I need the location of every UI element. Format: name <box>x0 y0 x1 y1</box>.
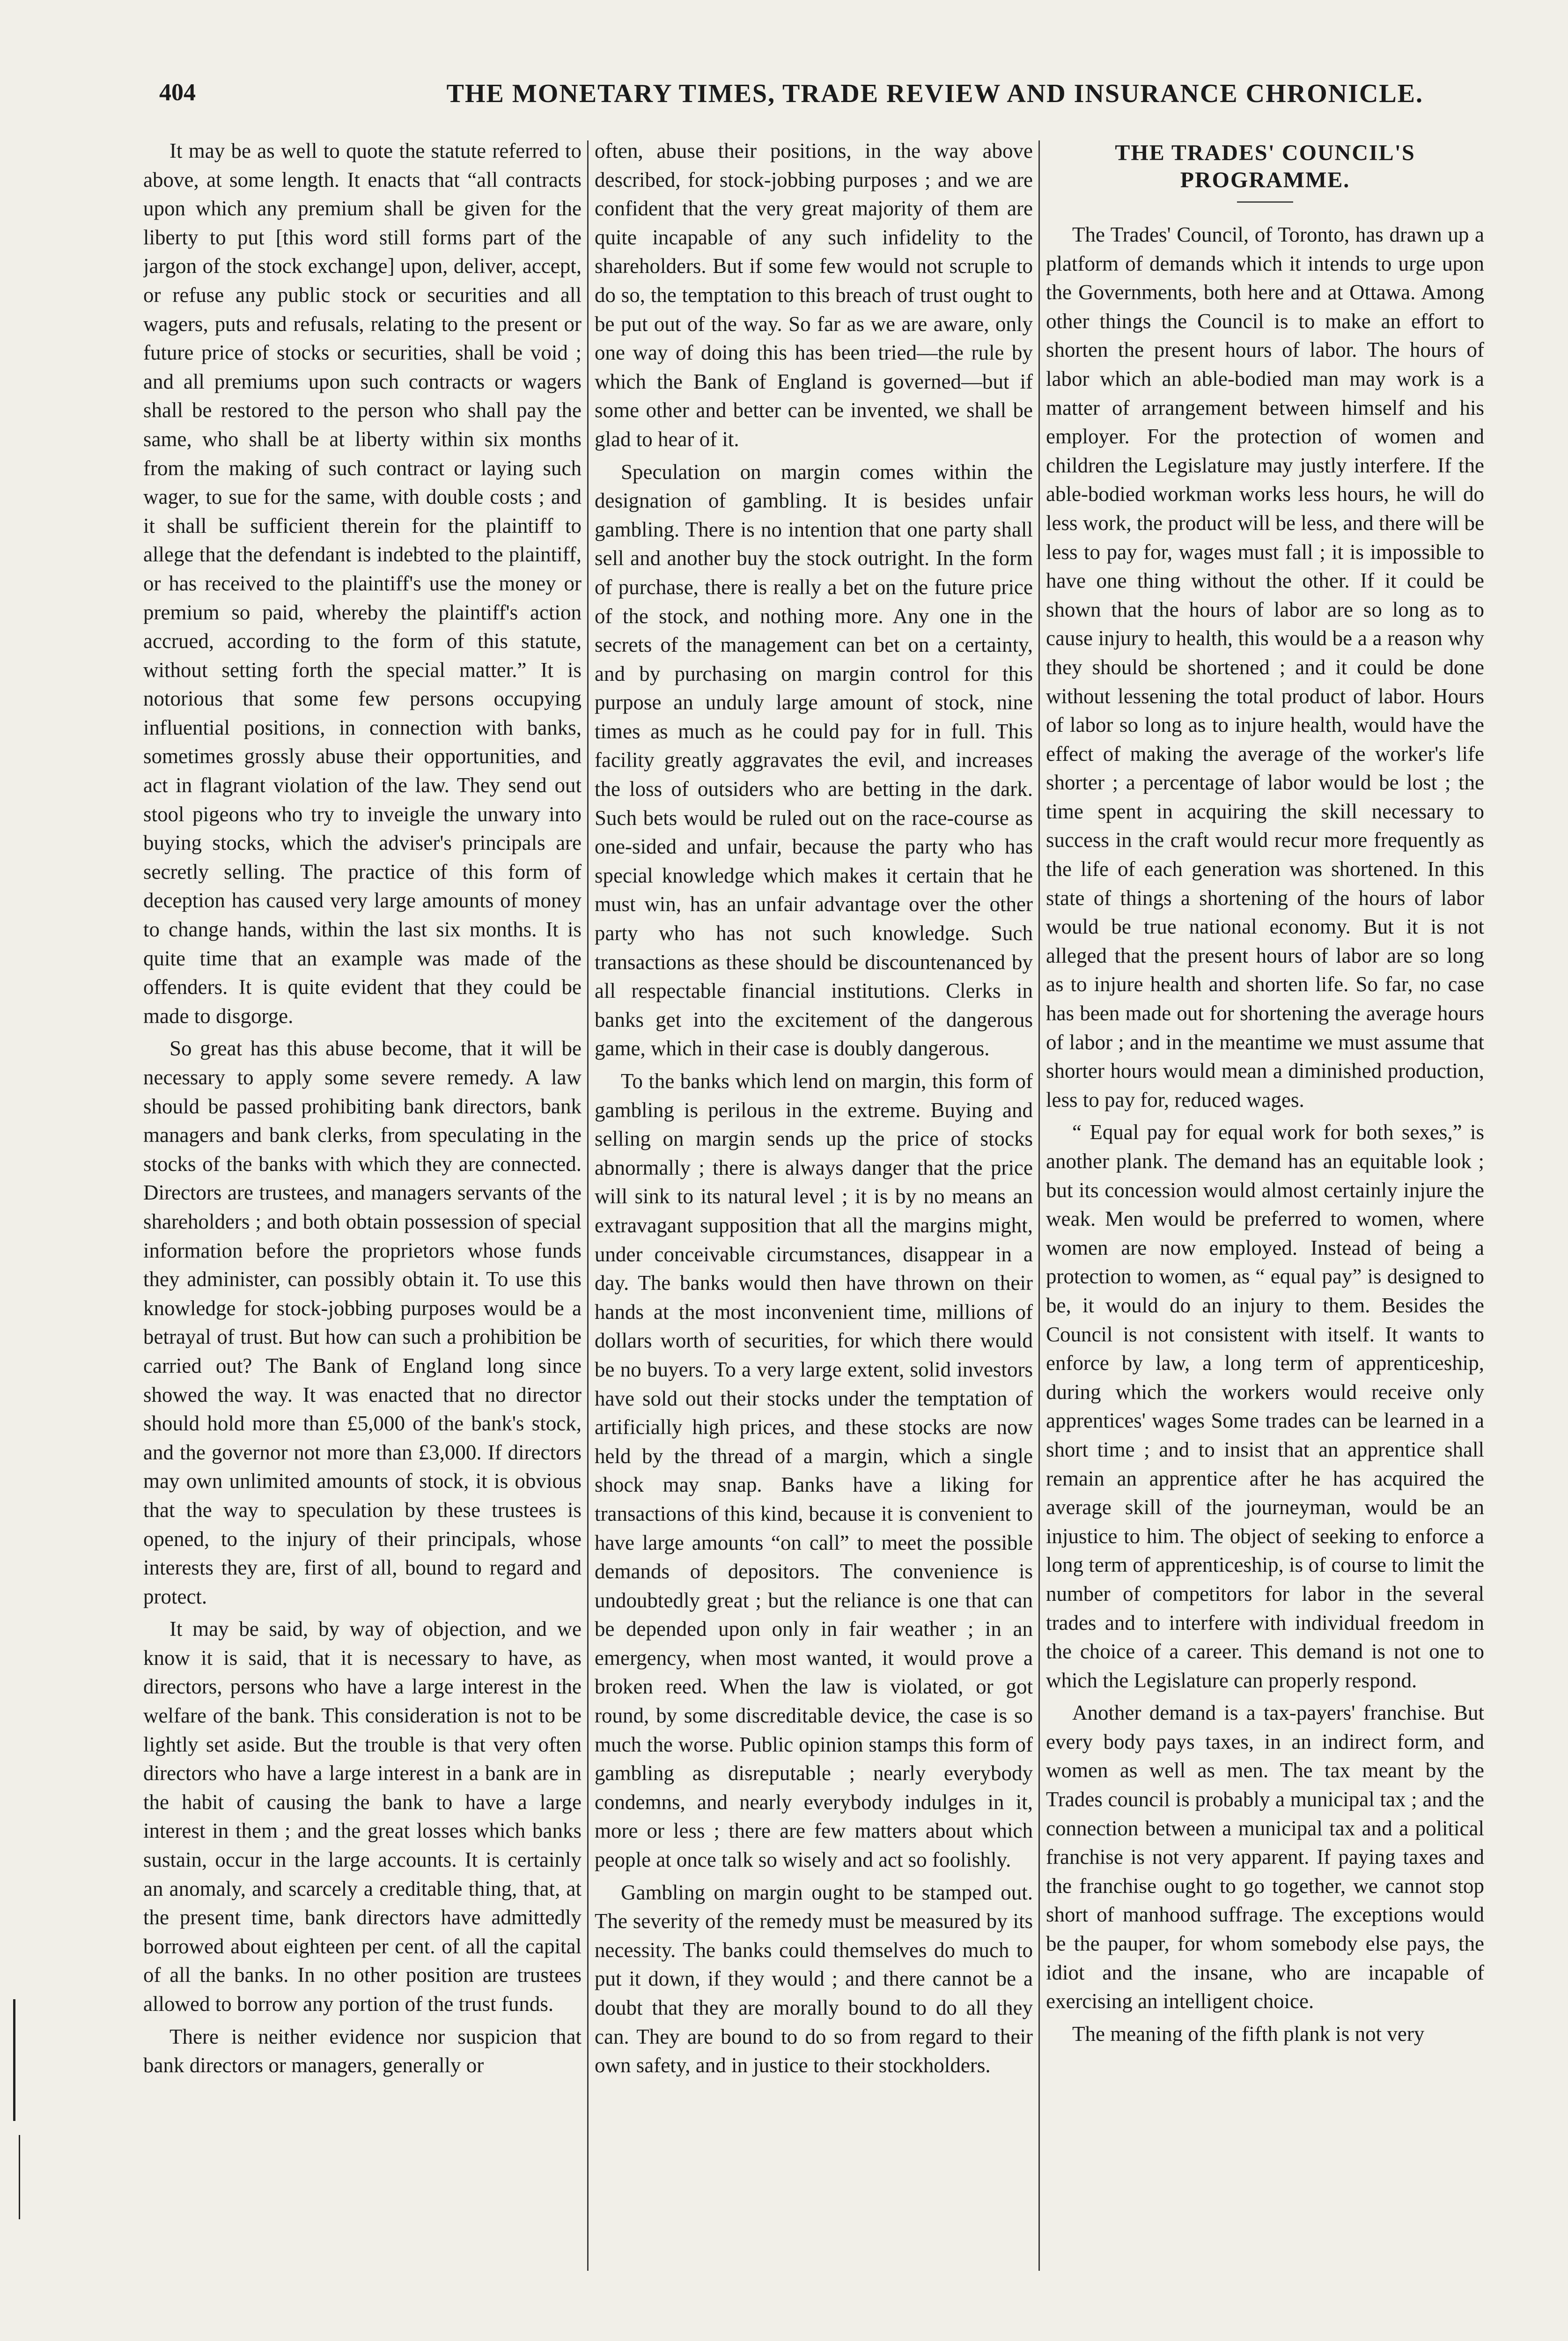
column-divider <box>587 140 589 2271</box>
title-rule <box>1237 201 1293 203</box>
article-title: THE TRADES' COUNCIL'S PROGRAMME. <box>1115 140 1415 192</box>
paragraph: “ Equal pay for equal work for both sexes,” is another plank. The demand has an equitable look ; but its concession would almost certainly injure the weak. Men would be preferred to women, where women are now employed. Instead of being a protection to women, as “ equal pay” is designed to be, it would do an injury to them. Besides the Council is not consistent with itself. It wants to enforce by law, a long term of apprenticeship, during which the workers would receive only apprentices' wages Some trades can be learned in a short time ; and to insist that an apprentice shall remain an apprentice after he has acquired the average skill of the journeyman, would be an injustice to him. The object of seeking to enforce a long term of apprenticeship, is of course to limit the number of competitors for labor in the several trades and to interfere with individual freedom in the choice of a career. This demand is not one to which the Legislature can properly respond. <box>1046 1120 1484 1692</box>
paragraph: The Trades' Council, of Toronto, has drawn up a platform of demands which it intends to urge upon the Governments, both here and at Ottawa. Among other things the Council is to make an effort to shorten the present hours of labor. The hours of labor which an able-bodied man may work is a matter of arrangement between himself and his employer. For the protection of women and children the Legislature may justly interfere. If the able-bodied workman works less hours, he will do less work, the product will be less, and there will be less to pay for, wages must fall ; it is impossible to have one thing without the other. If it could be shown that the hours of labor are so long as to cause injury to health, this would be a a reason why they should be shortened ; and it could be done without lessening the total product of labor. Hours of labor so long as to injure health, would have the effect of making the average of the worker's life shorter ; a percentage of labor would be lost ; the time spent in acquiring the skill necessary to success in the craft would recur more frequently as the life of each generation was shortened. In this state of things a shortening of the hours of labor would be true national economy. But it is not alleged that the present hours of labor are so long as to injure health and shorten life. So far, no case has been made out for shortening the average hours of labor ; and in the meantime we must assume that shorter hours would mean a diminished production, less to pay for, reduced wages. <box>1046 223 1484 1112</box>
paragraph: There is neither evidence nor suspicion that bank directors or managers, generally or <box>143 2024 582 2077</box>
paragraph: Another demand is a tax-payers' franchise. But every body pays taxes, in an indirect form, and women as well as men. The tax meant by the Trades council is probably a municipal tax ; and the connection between a municipal tax and a political franchise is not very apparent. If paying taxes and the franchise ought to go together, we cannot stop short of manhood suffrage. The exceptions would be the pauper, for whom somebody else pays, the idiot and the insane, who are incapable of exercising an intelligent choice. <box>1046 1701 1484 2013</box>
column-3 <box>1046 137 1484 2272</box>
paragraph: So great has this abuse become, that it will be necessary to apply some severe remedy. A law should be passed prohibiting bank directors, bank managers and bank clerks, from speculating in the stocks of the banks with which they are connected. Directors are trustees, and managers servants of the shareholders ; and both obtain possession of special information before the proprietors whose funds they administer, can possibly obtain it. To use this knowledge for stock-jobbing purposes would be a betrayal of trust. But how can such a prohibition be carried out? The Bank of England long since showed the way. It was enacted that no director should hold more than £5,000 of the bank's stock, and the governor not more than £3,000. If directors may own unlimited amounts of stock, it is obvious that the way to speculation by these trustees is opened, to the injury of their principals, whose interests they are, first of all, bound to regard and protect. <box>143 1037 582 1608</box>
column-2 <box>595 137 1033 2272</box>
paragraph: Gambling on margin ought to be stamped out. The severity of the remedy must be measured by its necessity. The banks could themselves do much to put it down, if they would ; and there cannot be a doubt that they are morally bound to do all they can. They are bound to do so from regard to their own safety, and in justice to their stockholders. <box>595 1880 1033 2077</box>
running-head: THE MONETARY TIMES, TRADE REVIEW AND INSURANCE CHRONICLE. <box>446 79 1423 108</box>
column-divider <box>1038 140 1040 2271</box>
paragraph: Speculation on margin comes within the designation of gambling. It is besides unfair gambling. There is no intention that one party shall sell and another buy the stock outright. In the form of purchase, there is really a bet on the future price of the stock, and nothing more. Any one in the secrets of the management can bet on a certainty, and by purchasing on margin control for this purpose an unduly large amount of stock, nine times as much as he could pay for in full. This facility greatly aggravates the evil, and increases the loss of outsiders who are betting in the dark. Such bets would be ruled out on the race-course as one-sided and unfair, because the party who has special knowledge which makes it certain that he must win, has an unfair advantage over the other party who has not such knowledge. Such transactions as these should be discountenanced by all respectable financial institutions. Clerks in banks get into the excitement of the dangerous game, which in their case is doubly dangerous. <box>595 460 1033 1060</box>
paragraph: The meaning of the fifth plank is not very <box>1072 2022 1425 2046</box>
column-1 <box>143 137 582 2272</box>
paragraph: often, abuse their positions, in the way above described, for stock-jobbing purposes ; and we are confident that the very great majority of them are quite incapable of any such infidelity to the shareholders. But if some few would not scruple to do so, the temptation to this breach of trust ought to be put out of the way. So far as we are aware, only one way of doing this has been tried—the rule by which the Bank of England is governed—but if some other and better can be invented, we shall be glad to hear of it. <box>595 139 1033 451</box>
page-header <box>159 79 1423 121</box>
paragraph: It may be as well to quote the statute referred to above, at some length. It enacts that “all contracts upon which any premium shall be given for the liberty to put [this word still forms part of the jargon of the stock exchange] upon, deliver, accept, or refuse any public stock or securities and all wagers, puts and refusals, relating to the present or future price of stocks or securities, shall be void ; and all premiums upon such contracts or wagers shall be restored to the person who shall pay the same, who shall be at liberty within six months from the making of such contract or laying such wager, to sue for the same, with double costs ; and it shall be sufficient therein for the plaintiff to allege that the defendant is indebted to the plaintiff, or has received to the plaintiff's use the money or premium so paid, whereby the plaintiff's action accrued, according to the form of this statute, without setting forth the special matter.” It is notorious that some few persons occupying influential positions, in connection with banks, sometimes grossly abuse their opportunities, and act in flagrant violation of the law. They send out stool pigeons who try to inveigle the unwary into buying stocks, which the adviser's principals are secretly selling. The practice of this form of deception has caused very large amounts of money to change hands, within the last six months. It is quite time that an example was made of the offenders. It is quite evident that they could be made to disgorge. <box>143 139 582 1028</box>
page-number: 404 <box>159 79 196 106</box>
paragraph: It may be said, by way of objection, and we know it is said, that it is necessary to have, as directors, persons who have a large interest in the welfare of the bank. This consideration is not to be lightly set aside. But the trouble is that very often directors who have a large interest in a bank are in the habit of causing the bank to have a large interest in them ; and the great losses which banks sustain, occur in the large accounts. It is certainly an anomaly, and scarcely a creditable thing, that, at the present time, bank directors have admittedly borrowed about eighteen per cent. of all the capital of all the banks. In no other position are trustees allowed to borrow any portion of the trust funds. <box>143 1617 582 2016</box>
margin-mark <box>19 2135 20 2219</box>
paragraph: To the banks which lend on margin, this form of gambling is perilous in the extreme. Buying and selling on margin sends up the price of stocks abnormally ; there is always danger that the price will sink to its natural level ; it is by no means an extravagant supposition that all the margins might, under conceivable circumstances, disappear in a day. The banks would then have thrown on their hands at the most inconvenient time, millions of dollars worth of securities, for which there would be no buyers. To a very large extent, solid investors have sold out their stocks under the temptation of artificially high prices, and these stocks are now held by the thread of a margin, which a single shock may snap. Banks have a liking for transactions of this kind, because it is convenient to have large amounts “on call” to meet the possible demands of depositors. The convenience is undoubtedly great ; but the reliance is one that can be depended upon only in fair weather ; in an emergency, when most wanted, it would prove a broken reed. When the law is violated, or got round, by some discreditable device, the case is so much the worse. Public opinion stamps this form of gambling as disreputable ; nearly everybody condemns, and nearly everybody indulges in it, more or less ; there are few matters about which people at once talk so wisely and act so foolishly. <box>595 1069 1033 1872</box>
margin-mark <box>13 1999 15 2121</box>
